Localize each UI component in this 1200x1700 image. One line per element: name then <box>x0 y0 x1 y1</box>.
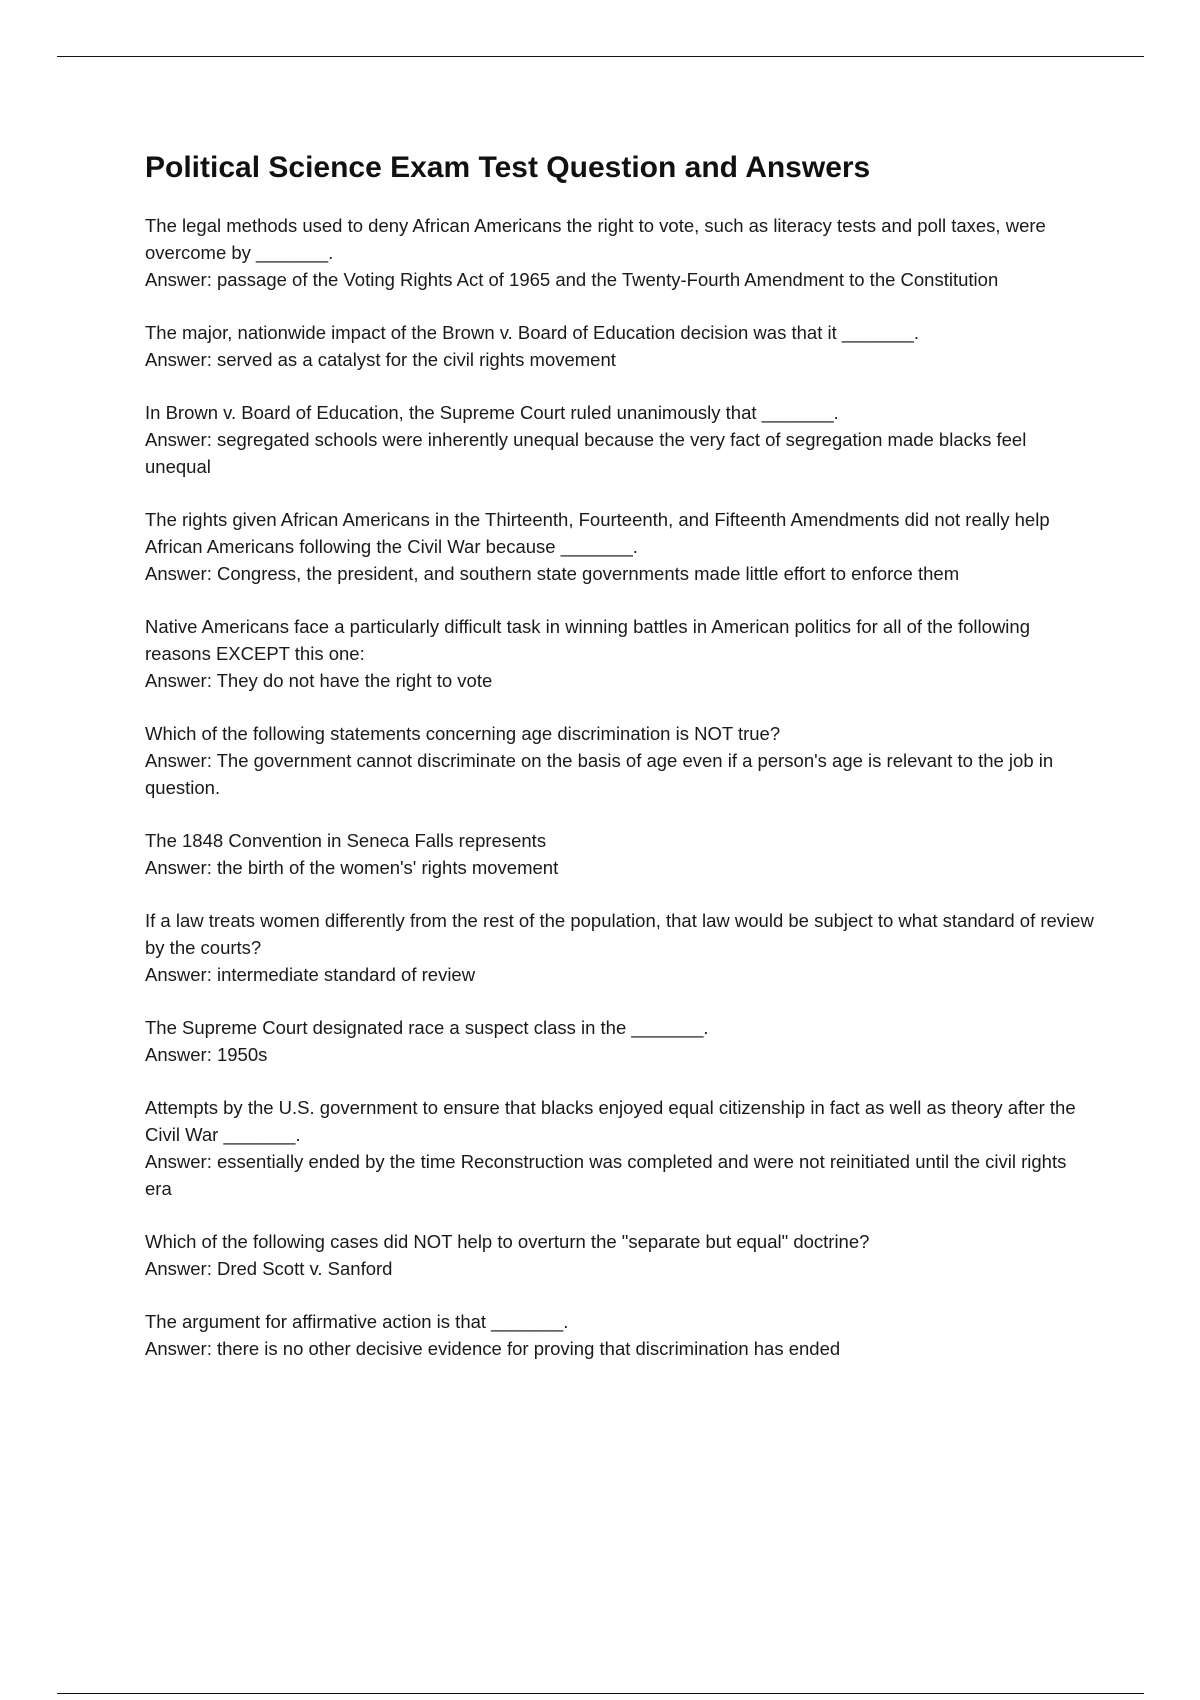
question-text: The rights given African Americans in the Thirteenth, Fourteenth, and Fifteenth Amendments did not really help African Americans following the Civil War because _______. <box>145 509 1050 557</box>
qa-item <box>145 1308 1095 1362</box>
document-body <box>145 148 1095 1388</box>
qa-item <box>145 1014 1095 1068</box>
qa-item <box>145 907 1095 988</box>
qa-item <box>145 506 1095 587</box>
answer-text: Answer: there is no other decisive evidence for proving that discrimination has ended <box>145 1338 841 1359</box>
answer-text: Answer: The government cannot discriminate on the basis of age even if a person's age is relevant to the job in question. <box>145 750 1054 798</box>
question-text: The Supreme Court designated race a suspect class in the _______. <box>145 1017 709 1038</box>
qa-item <box>145 1228 1095 1282</box>
question-text: The argument for affirmative action is that _______. <box>145 1311 569 1332</box>
answer-text: Answer: passage of the Voting Rights Act of 1965 and the Twenty-Fourth Amendment to the Constitution <box>145 269 999 290</box>
question-text: In Brown v. Board of Education, the Supreme Court ruled unanimously that _______. <box>145 402 839 423</box>
qa-item <box>145 613 1095 694</box>
qa-item <box>145 720 1095 801</box>
answer-text: Answer: served as a catalyst for the civil rights movement <box>145 349 616 370</box>
qa-item <box>145 399 1095 480</box>
qa-item <box>145 319 1095 373</box>
question-text: The 1848 Convention in Seneca Falls represents <box>145 830 547 851</box>
question-text: Attempts by the U.S. government to ensure that blacks enjoyed equal citizenship in fact as well as theory after the Civil War _______. <box>145 1097 1076 1145</box>
question-text: Which of the following statements concerning age discrimination is NOT true? <box>145 723 781 744</box>
footer-rule <box>57 1693 1144 1694</box>
answer-text: Answer: segregated schools were inherently unequal because the very fact of segregation made blacks feel unequal <box>145 429 1027 477</box>
qa-item <box>145 1094 1095 1202</box>
qa-item <box>145 827 1095 881</box>
question-text: The major, nationwide impact of the Brown v. Board of Education decision was that it _______. <box>145 322 920 343</box>
answer-text: Answer: the birth of the women's' rights movement <box>145 857 559 878</box>
question-text: If a law treats women differently from the rest of the population, that law would be subject to what standard of review by the courts? <box>145 910 1094 958</box>
question-text: Native Americans face a particularly difficult task in winning battles in American politics for all of the following reasons EXCEPT this one: <box>145 616 1030 664</box>
document-title: Political Science Exam Test Question and Answers <box>145 151 871 184</box>
answer-text: Answer: They do not have the right to vote <box>145 670 493 691</box>
answer-text: Answer: intermediate standard of review <box>145 964 476 985</box>
answer-text: Answer: 1950s <box>145 1044 268 1065</box>
question-text: Which of the following cases did NOT help to overturn the "separate but equal" doctrine? <box>145 1231 870 1252</box>
answer-text: Answer: essentially ended by the time Reconstruction was completed and were not reinitiated until the civil rights era <box>145 1151 1067 1199</box>
answer-text: Answer: Dred Scott v. Sanford <box>145 1258 393 1279</box>
answer-text: Answer: Congress, the president, and southern state governments made little effort to enforce them <box>145 563 960 584</box>
qa-item <box>145 212 1095 293</box>
header-rule <box>57 56 1144 57</box>
question-text: The legal methods used to deny African Americans the right to vote, such as literacy tests and poll taxes, were overcome by _______. <box>145 215 1046 263</box>
